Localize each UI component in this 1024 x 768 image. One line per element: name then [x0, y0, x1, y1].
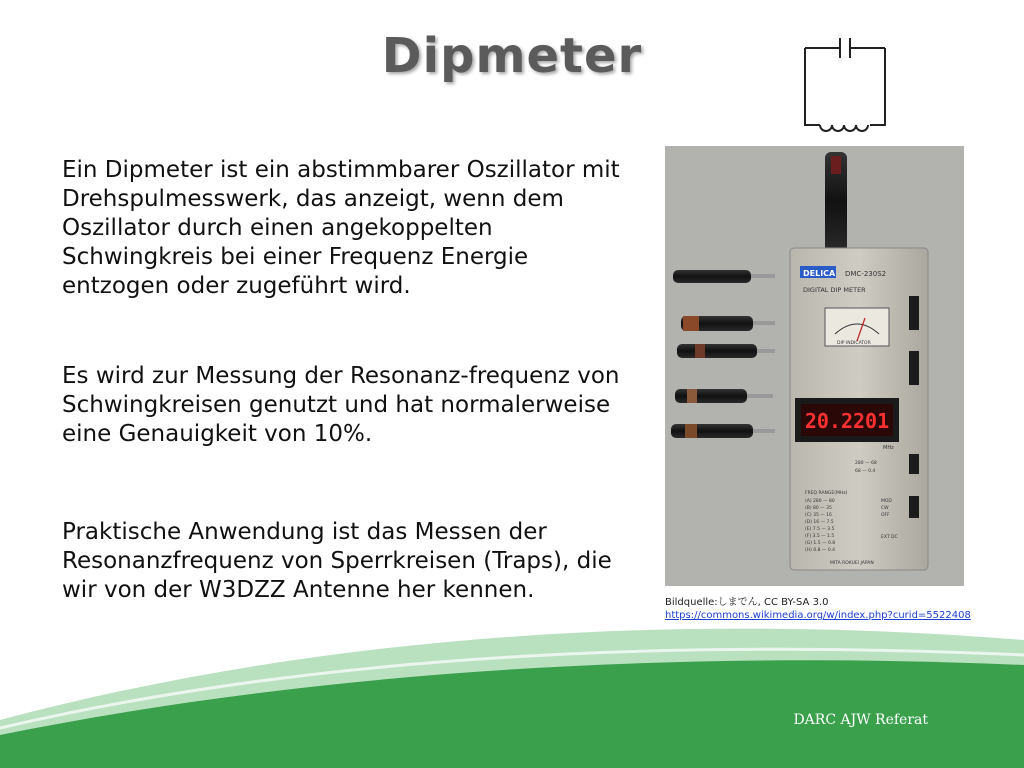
- device-name-label: DIGITAL DIP METER: [803, 286, 866, 294]
- footer-wave: [0, 600, 1024, 768]
- paragraph-3: Praktische Anwendung ist das Messen der Resonanzfrequenz von Sperrkreisen (Traps), die wir von der W3DZZ Antenne her kennen.: [62, 519, 612, 603]
- caption-source: Bildquelle:しまでん, CC BY-SA 3.0: [665, 597, 829, 608]
- paragraph-1: Ein Dipmeter ist ein abstimmbarer Oszillator mit Drehspulmesswerk, das anzeigt, wenn dem Oszillator durch einen angekoppelten Schwingkreis bei einer Frequenz Energie entzogen oder zugeführt wird.: [62, 157, 620, 299]
- unit-label: MHz: [883, 445, 894, 451]
- model-label: DMC-230S2: [845, 270, 887, 278]
- maker-label: MITA ROKUEI JAPAN: [830, 561, 874, 566]
- freq-range-f: (F) 3.5 — 1.5: [805, 534, 835, 539]
- band-label-2: 68 — 0.4: [855, 469, 876, 474]
- brand-label: DELICA: [803, 269, 836, 278]
- freq-range-d: (D) 16 — 7.5: [805, 520, 834, 525]
- slide-title: Dipmeter: [381, 28, 643, 84]
- mode-label-mod: MOD: [881, 499, 892, 504]
- freq-range-e: (E) 7.5 — 3.5: [805, 527, 835, 532]
- freq-range-a: (A) 280 — 80: [805, 499, 835, 504]
- led-display: 20.2201: [804, 409, 890, 433]
- footer-text: DARC AJW Referat: [793, 712, 928, 728]
- ext-dc-label: EXT DC: [881, 535, 898, 540]
- paragraph-2: Es wird zur Messung der Resonanz-frequenz von Schwingkreisen genutzt und hat normalerweise eine Genauigkeit von 10%.: [62, 363, 620, 447]
- mode-label-off: OFF: [881, 513, 890, 518]
- dipmeter-photo: [665, 146, 964, 586]
- freq-range-g: (G) 1.5 — 0.8: [805, 541, 836, 546]
- resonant-circuit-icon: [800, 30, 890, 140]
- freq-range-h: (H) 0.8 — 0.4: [805, 548, 835, 553]
- meter-label: DIP INDICATOR: [837, 341, 871, 346]
- freq-range-c: (C) 35 — 16: [805, 513, 832, 518]
- freq-range-title: FREQ RANGE(MHz): [805, 491, 848, 496]
- freq-range-b: (B) 80 — 35: [805, 506, 832, 511]
- mode-label-cw: CW: [881, 506, 889, 511]
- caption-link[interactable]: https://commons.wikimedia.org/w/index.php?curid=5522408: [665, 610, 971, 621]
- band-label-1: 280 — 68: [855, 461, 877, 466]
